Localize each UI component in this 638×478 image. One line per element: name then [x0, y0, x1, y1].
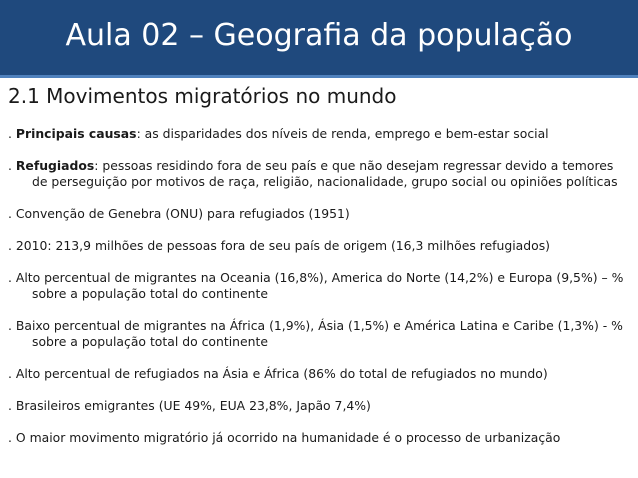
title-bar [0, 0, 638, 78]
bullet-item [8, 318, 632, 350]
bullet-list [8, 126, 632, 462]
slide-subtitle: 2.1 Movimentos migratórios no mundo [8, 84, 397, 108]
bullet-text: Alto percentual de refugiados na Ásia e África (86% do total de refugiados no mundo) [15, 366, 548, 381]
bullet-text: Brasileiros emigrantes (UE 49%, EUA 23,8%, Japão 7,4%) [15, 398, 371, 413]
bullet-item [8, 398, 632, 414]
bullet-text: Convenção de Genebra (ONU) para refugiados (1951) [15, 206, 350, 221]
bullet-marker: . [8, 238, 16, 253]
bullet-marker: . [8, 430, 16, 445]
bullet-marker: . [8, 270, 16, 285]
bullet-bold-term: Principais causas [15, 126, 137, 141]
bullet-text: : as disparidades dos níveis de renda, emprego e bem-estar social [136, 126, 549, 141]
bullet-text: Baixo percentual de migrantes na África (1,9%), Ásia (1,5%) e América Latina e Caribe (1,3%) - % sobre a população total do continente [15, 318, 623, 349]
bullet-text: : pessoas residindo fora de seu país e que não desejam regressar devido a temores de perseguição por motivos de raça, religião, nacionalidade, grupo social ou opiniões políticas [32, 158, 618, 189]
bullet-text: O maior movimento migratório já ocorrido na humanidade é o processo de urbanização [15, 430, 561, 445]
bullet-marker: . [8, 126, 16, 141]
bullet-marker: . [8, 398, 16, 413]
bullet-bold-term: Refugiados [15, 158, 95, 173]
bullet-marker: . [8, 158, 16, 173]
slide-title: Aula 02 – Geografia da população [65, 18, 573, 53]
bullet-item [8, 366, 632, 382]
bullet-marker: . [8, 366, 16, 381]
bullet-item [8, 270, 632, 302]
bullet-marker: . [8, 318, 16, 333]
bullet-item [8, 430, 632, 446]
bullet-text: Alto percentual de migrantes na Oceania (16,8%), America do Norte (14,2%) e Europa (9,5%) – % sobre a população total do continente [15, 270, 624, 301]
bullet-item [8, 206, 632, 222]
bullet-marker: . [8, 206, 16, 221]
bullet-text: 2010: 213,9 milhões de pessoas fora de seu país de origem (16,3 milhões refugiados) [15, 238, 551, 253]
bullet-item [8, 238, 632, 254]
bullet-item [8, 158, 632, 190]
bullet-item [8, 126, 632, 142]
